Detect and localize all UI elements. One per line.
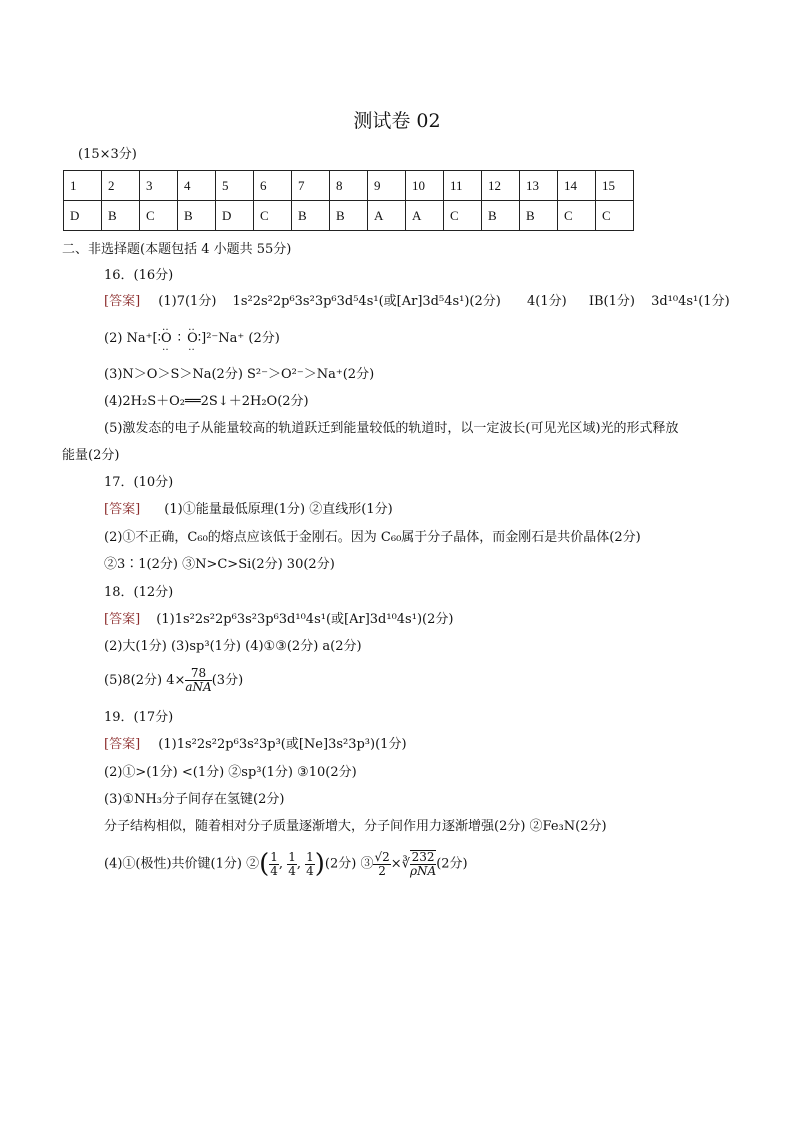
- table-cell: D: [216, 201, 254, 231]
- q19-line2: (2)①>(1分) <(1分) ②sp³(1分) ③10(2分): [104, 765, 357, 780]
- q16-l1-d: ⅠB(1分): [588, 294, 635, 309]
- oxygen-atom-1: ‥ O ‥: [161, 330, 172, 348]
- coordinate-paren: ): [314, 849, 325, 879]
- fraction-denominator: ρNA: [409, 864, 437, 878]
- table-cell: D: [64, 201, 102, 231]
- answer-table: [63, 170, 634, 231]
- fraction: [287, 851, 297, 878]
- fraction-numerator: 232: [411, 850, 435, 864]
- q16-l2-suffix: ∶]²⁻Na⁺ (2分): [197, 331, 280, 346]
- fraction-numerator: 1: [288, 849, 296, 864]
- answer-tag: [答案]: [104, 502, 141, 517]
- q18-l1: (1)1s²2s²2p⁶3s²3p⁶3d¹⁰4s¹(或[Ar]3d¹⁰4s¹)(2分): [156, 612, 454, 627]
- q17-line2: (2)①不正确，C₆₀的熔点应该低于金刚石。因为 C₆₀属于分子晶体，而金刚石是共价晶体(2分): [104, 530, 641, 545]
- fraction: [269, 851, 279, 878]
- separator: ,: [278, 856, 284, 872]
- table-cell: 4: [178, 171, 216, 201]
- q18-l3-prefix: (5)8(2分) 4×: [104, 673, 186, 688]
- table-cell: 13: [520, 171, 558, 201]
- q18-l3-suffix: (3分): [211, 673, 244, 688]
- table-cell: C: [558, 201, 596, 231]
- section2-heading: 二、非选择题(本题包括 4 小题共 55分): [62, 242, 292, 257]
- table-cell: 15: [596, 171, 634, 201]
- separator: ,: [296, 856, 301, 872]
- table-cell: B: [482, 201, 520, 231]
- q16-l2-mid: ∶: [177, 331, 182, 346]
- table-cell: B: [292, 201, 330, 231]
- q18-line3: [104, 666, 243, 696]
- q19-l5-prefix: (4)①(极性)共价键(1分) ②: [104, 856, 260, 872]
- table-cell: B: [330, 201, 368, 231]
- fraction-denominator: 4: [270, 863, 278, 878]
- q18-line2: (2)大(1分) (3)sp³(1分) (4)①③(2分) a(2分): [104, 639, 362, 654]
- q18-line1: [104, 611, 453, 629]
- fraction: [185, 667, 211, 694]
- q17-header: 17．(10分): [104, 475, 174, 490]
- table-cell: 5: [216, 171, 254, 201]
- q19-header: 19．(17分): [104, 710, 174, 725]
- fraction-denominator: 4: [288, 863, 296, 878]
- q19-line1: [104, 736, 407, 754]
- table-cell: 1: [64, 171, 102, 201]
- oxygen-atom-2: ‥ O ‥: [187, 330, 198, 348]
- table-cell: 3: [140, 171, 178, 201]
- table-cell: 7: [292, 171, 330, 201]
- q17-line3: ②3∶1(2分) ③N>C>Si(2分) 30(2分): [104, 557, 335, 572]
- fraction: $\frac{√2}{2}$: [374, 849, 390, 878]
- section1-note: (15×3分): [78, 147, 137, 162]
- q19-line5: [104, 847, 468, 882]
- fraction-numerator: 1: [306, 849, 314, 864]
- table-row-answers: [64, 201, 634, 231]
- q17-l1: (1)①能量最低原理(1分) ②直线形(1分): [164, 502, 393, 517]
- answer-tag: [答案]: [104, 737, 141, 752]
- fraction-denominator: aNA: [185, 680, 212, 694]
- table-row-numbers: [64, 171, 634, 201]
- q16-l1-c: 4(1分): [526, 294, 567, 309]
- coordinate-paren: (: [259, 849, 270, 879]
- q19-l5-after: (2分) ③: [324, 856, 374, 872]
- q16-l1-e: 3d¹⁰4s¹(1分): [651, 294, 730, 309]
- q16-line1: [104, 293, 730, 311]
- q16-l2-prefix: (2) Na⁺[∶: [104, 331, 161, 346]
- table-cell: C: [444, 201, 482, 231]
- times-sign: ×: [390, 856, 402, 872]
- answer-tag: [答案]: [104, 294, 141, 309]
- q16-line3: (3)N＞O＞S＞Na(2分) S²⁻＞O²⁻＞Na⁺(2分): [104, 367, 375, 382]
- q19-line4: 分子结构相似，随着相对分子质量逐渐增大，分子间作用力逐渐增强(2分) ②Fe₃N(2分): [104, 819, 607, 834]
- table-cell: 11: [444, 171, 482, 201]
- q16-l1-b: 1s²2s²2p⁶3s²3p⁶3d⁵4s¹(或[Ar]3d⁵4s¹)(2分): [232, 294, 501, 309]
- fraction-numerator: 1: [270, 849, 278, 864]
- q19-l1: (1)1s²2s²2p⁶3s²3p³(或[Ne]3s²3p³)(1分): [158, 737, 407, 752]
- table-cell: 9: [368, 171, 406, 201]
- table-cell: 12: [482, 171, 520, 201]
- table-cell: 2: [102, 171, 140, 201]
- fraction-numerator: √2: [374, 849, 390, 864]
- q16-line2-electron-formula: [104, 330, 280, 348]
- table-cell: B: [102, 201, 140, 231]
- table-cell: B: [520, 201, 558, 231]
- table-cell: 6: [254, 171, 292, 201]
- table-cell: A: [368, 201, 406, 231]
- q16-line5a: (5)激发态的电子从能量较高的轨道跃迁到能量较低的轨道时，以一定波长(可见光区域)光的形式释放: [104, 421, 679, 436]
- q19-line3: (3)①NH₃分子间存在氢键(2分): [104, 792, 285, 807]
- answer-tag: [答案]: [104, 612, 141, 627]
- q16-header: 16．(16分): [104, 268, 174, 283]
- table-cell: B: [178, 201, 216, 231]
- fraction: [410, 850, 436, 878]
- q16-l1-a: (1)7(1分): [158, 294, 217, 309]
- q18-header: 18．(12分): [104, 585, 174, 600]
- q19-l5-end: (2分): [436, 856, 468, 872]
- fraction-denominator: 4: [306, 863, 314, 878]
- q17-line1: [104, 501, 393, 519]
- q16-line4: (4)2H₂S＋O₂══2S↓＋2H₂O(2分): [104, 394, 309, 409]
- table-cell: 8: [330, 171, 368, 201]
- fraction: [305, 851, 315, 878]
- page-title: 测试卷 02: [353, 110, 441, 132]
- table-cell: 10: [406, 171, 444, 201]
- cube-root-sign: ∛: [401, 856, 410, 872]
- fraction-numerator: 78: [185, 667, 211, 681]
- table-cell: 14: [558, 171, 596, 201]
- table-cell: C: [140, 201, 178, 231]
- q16-line5b: 能量(2分): [62, 448, 120, 463]
- table-cell: C: [254, 201, 292, 231]
- table-cell: C: [596, 201, 634, 231]
- table-cell: A: [406, 201, 444, 231]
